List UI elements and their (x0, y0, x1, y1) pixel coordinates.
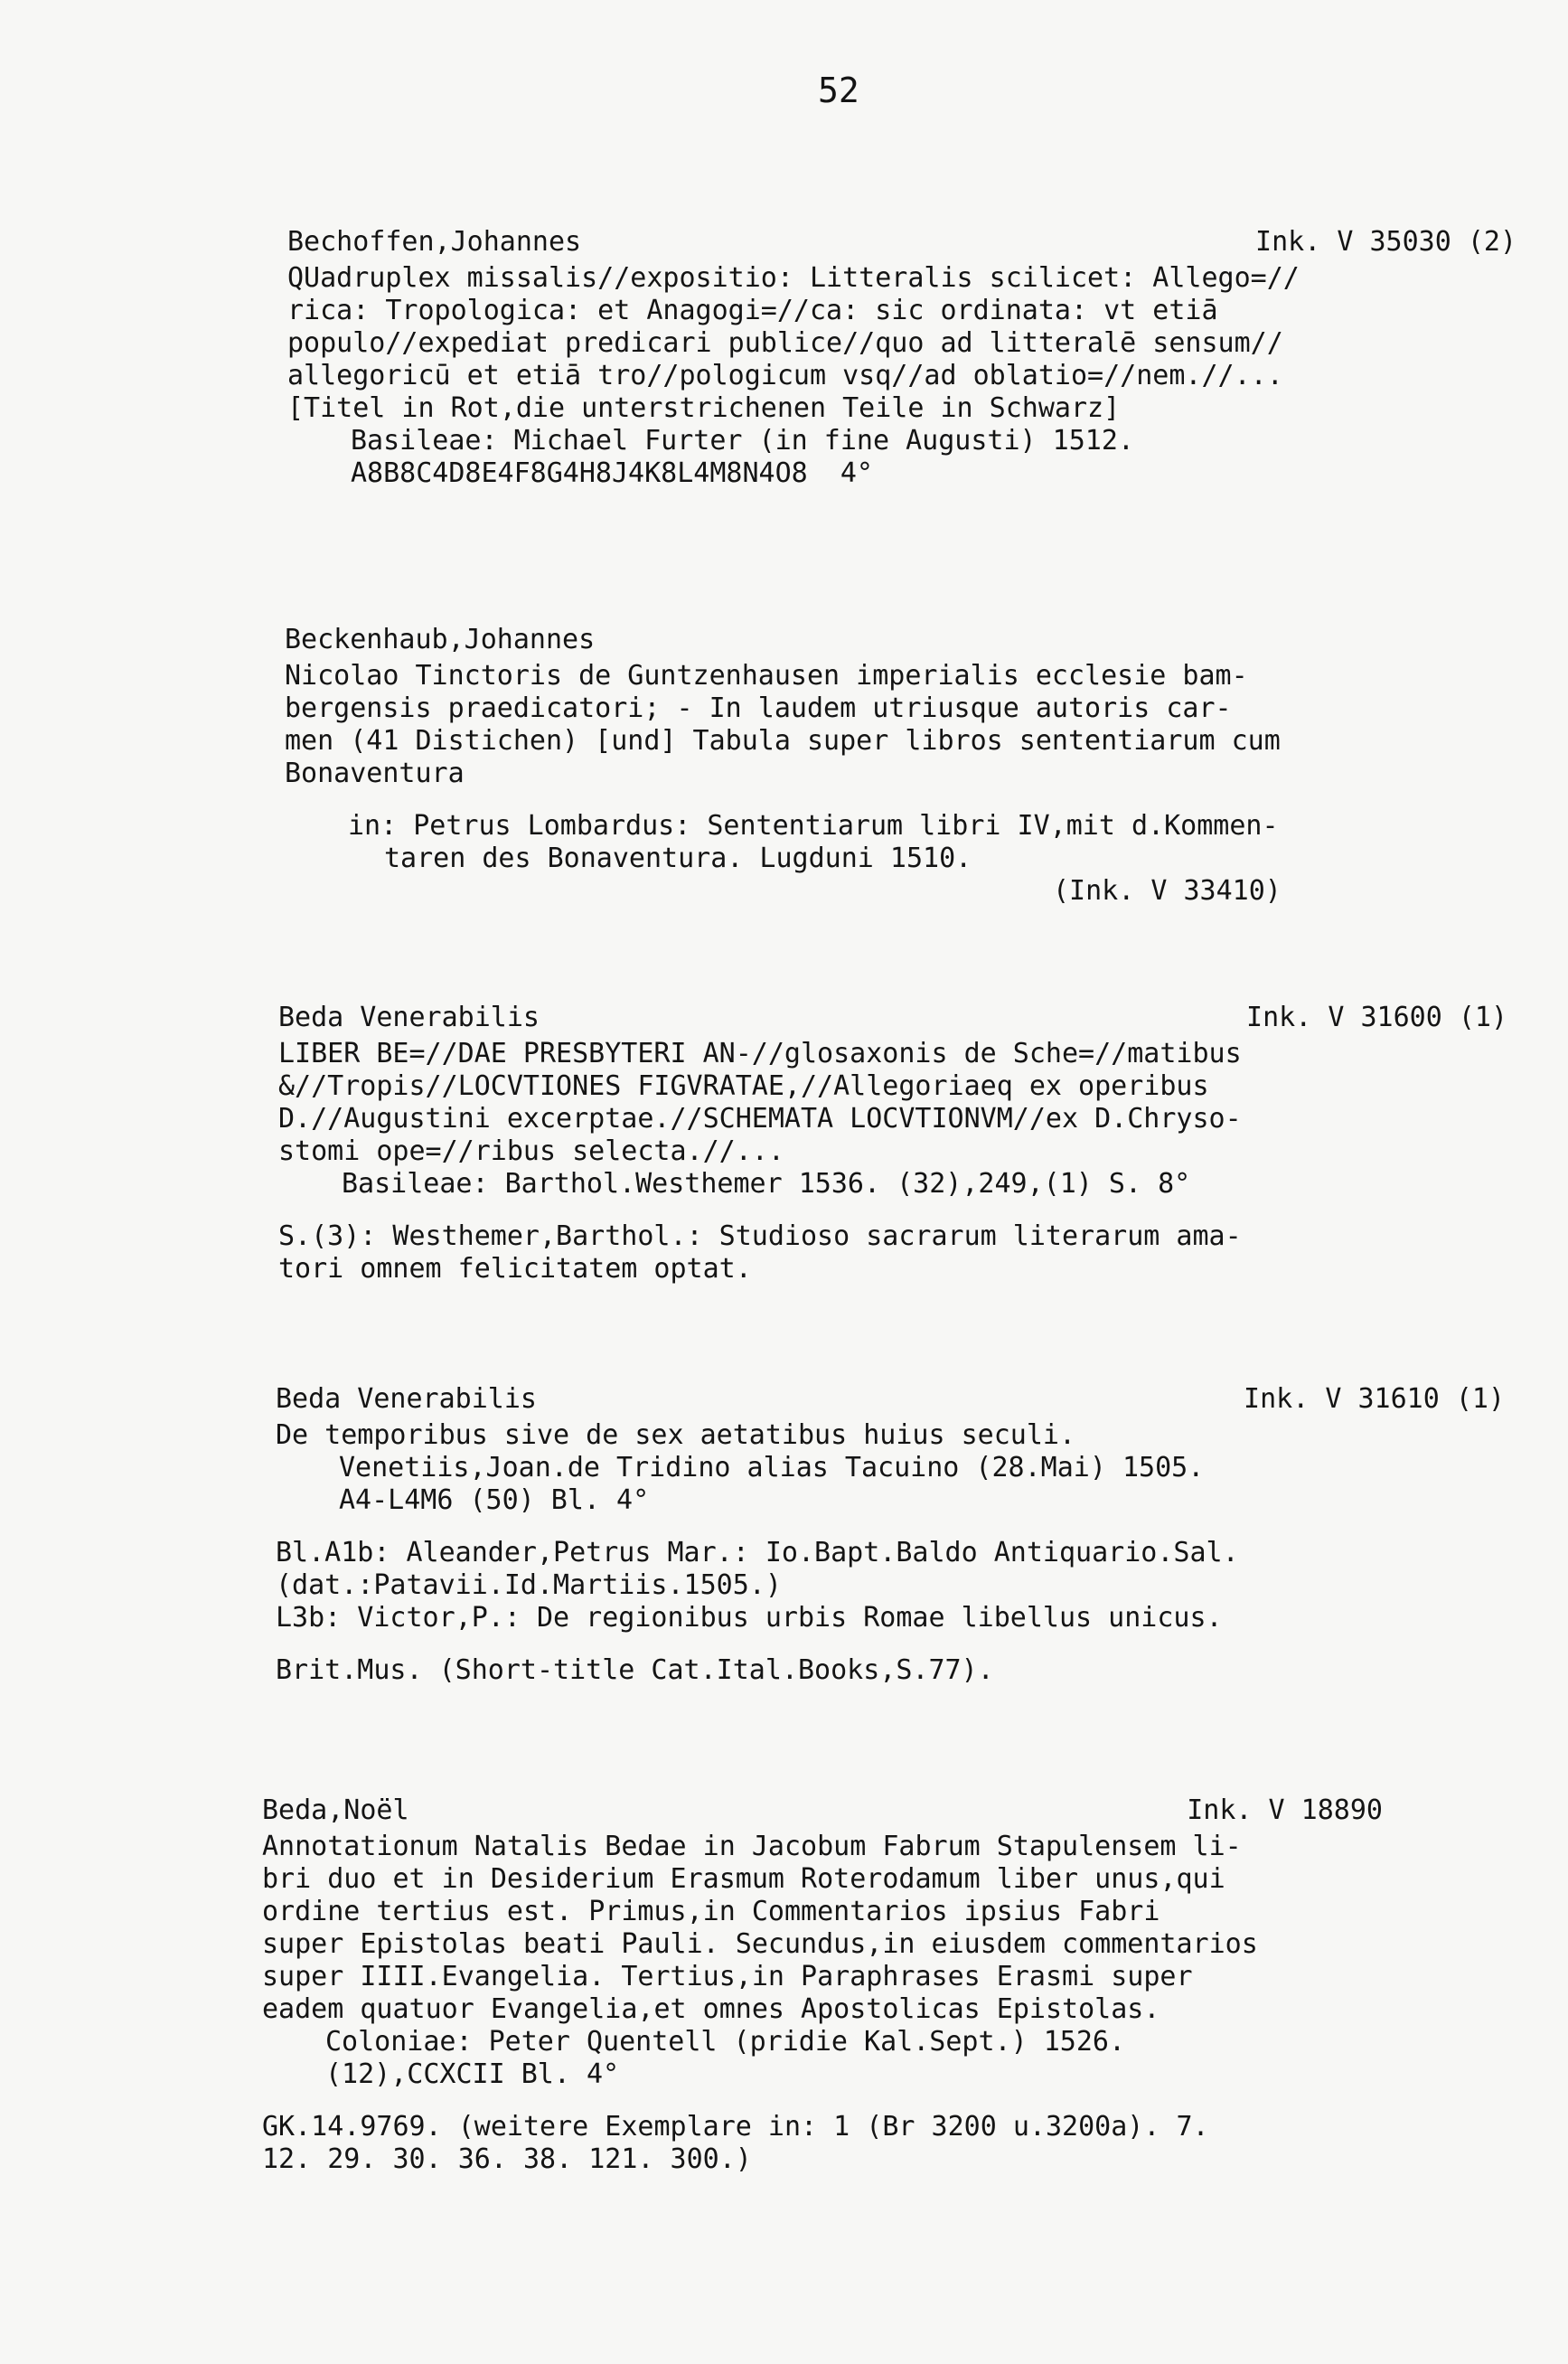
entry-line: Nicolao Tinctoris de Guntzenhausen imperialis ecclesie bam- (285, 660, 1248, 692)
entry-heading: Bechoffen,Johannes (287, 226, 582, 258)
collation-line: A8B8C4D8E4F8G4H8J4K8L4M8N4O8 4° (351, 457, 873, 489)
imprint-line: Coloniae: Peter Quentell (pridie Kal.Sept.) 1526. (325, 2026, 1126, 2058)
shelfmark: Ink. V 35030 (2) (1255, 226, 1516, 258)
entry-line: tori omnem felicitatem optat. (278, 1253, 752, 1285)
entry-heading: Beckenhaub,Johannes (285, 624, 596, 655)
imprint-line: Basileae: Barthol.Westhemer 1536. (32),249,(1) S. 8° (342, 1168, 1191, 1200)
entry-line: L3b: Victor,P.: De regionibus urbis Romae libellus unicus. (276, 1602, 1223, 1634)
entry-line: Bonaventura (285, 758, 465, 789)
entry-line: 12. 29. 30. 36. 38. 121. 300.) (262, 2143, 752, 2175)
entry-line: [Titel in Rot,die unterstrichenen Teile in Schwarz] (287, 392, 1121, 424)
entry-line: S.(3): Westhemer,Barthol.: Studioso sacrarum literarum ama- (278, 1220, 1242, 1252)
entry-line: super Epistolas beati Pauli. Secundus,in eiusdem commentarios (262, 1928, 1258, 1960)
shelfmark: Ink. V 31610 (1) (1244, 1383, 1505, 1415)
entry-heading: Beda,Noël (262, 1794, 409, 1826)
shelfmark: Ink. V 31600 (1) (1246, 1002, 1507, 1033)
entry-line: rica: Tropologica: et Anagogi=//ca: sic ordinata: vt etiā (287, 295, 1218, 326)
entry-line: (dat.:Patavii.Id.Martiis.1505.) (276, 1569, 782, 1601)
page-number: 52 (818, 71, 859, 110)
entry-line: bergensis praedicatori; - In laudem utriusque autoris car- (285, 692, 1232, 724)
entry-bechoffen (287, 226, 1516, 490)
entry-line: eadem quatuor Evangelia,et omnes Apostolicas Epistolas. (262, 1993, 1160, 2025)
entry-line: Bl.A1b: Aleander,Petrus Mar.: Io.Bapt.Baldo Antiquario.Sal. (276, 1537, 1239, 1568)
entry-line: De temporibus sive de sex aetatibus huius seculi. (276, 1419, 1076, 1451)
entry-heading: Beda Venerabilis (278, 1002, 540, 1033)
imprint-line: Venetiis,Joan.de Tridino alias Tacuino (28.Mai) 1505. (339, 1452, 1205, 1483)
shelfmark: Ink. V 18890 (1187, 1794, 1383, 1826)
entry-line: QUadruplex missalis//expositio: Litteralis scilicet: Allego=// (287, 262, 1300, 294)
entry-beda-noel (262, 1794, 1491, 2176)
entry-beda-venerabilis-1 (278, 1002, 1507, 1286)
shelfmark: (Ink. V 33410) (1053, 875, 1282, 907)
collation-line: (12),CCXCII Bl. 4° (325, 2058, 620, 2090)
entry-line: Annotationum Natalis Bedae in Jacobum Fabrum Stapulensem li- (262, 1831, 1242, 1862)
entry-line: taren des Bonaventura. Lugduni 1510. (384, 843, 972, 874)
entry-beckenhaub (285, 624, 1514, 908)
entry-line: ordine tertius est. Primus,in Commentarios ipsius Fabri (262, 1896, 1160, 1927)
entry-line: Brit.Mus. (Short-title Cat.Ital.Books,S.77). (276, 1654, 994, 1686)
entry-line: GK.14.9769. (weitere Exemplare in: 1 (Br 3200 u.3200a). 7. (262, 2111, 1209, 2143)
entry-beda-venerabilis-2 (276, 1383, 1505, 1687)
entry-line: LIBER BE=//DAE PRESBYTERI AN-//glosaxonis de Sche=//matibus (278, 1038, 1242, 1069)
entry-heading: Beda Venerabilis (276, 1383, 537, 1415)
entry-line: bri duo et in Desiderium Erasmum Roterodamum liber unus,qui (262, 1863, 1225, 1895)
entry-line: men (41 Distichen) [und] Tabula super libros sententiarum cum (285, 725, 1281, 757)
collation-line: A4-L4M6 (50) Bl. 4° (339, 1484, 650, 1516)
entry-line: allegoricū et etiā tro//pologicum vsq//ad oblatio=//nem.//... (287, 360, 1283, 391)
entry-line: super IIII.Evangelia. Tertius,in Paraphrases Erasmi super (262, 1961, 1193, 1992)
imprint-line: Basileae: Michael Furter (in fine Augusti) 1512. (351, 425, 1134, 457)
entry-line: in: Petrus Lombardus: Sententiarum libri IV,mit d.Kommen- (348, 810, 1279, 842)
entry-line: populo//expediat predicari publice//quo ad litteralē sensum// (287, 327, 1283, 359)
entry-line: stomi ope=//ribus selecta.//... (278, 1135, 784, 1167)
entry-line: &//Tropis//LOCVTIONES FIGVRATAE,//Allegoriaeq ex operibus (278, 1070, 1209, 1102)
entry-line: D.//Augustini excerptae.//SCHEMATA LOCVTIONVM//ex D.Chryso- (278, 1103, 1242, 1135)
